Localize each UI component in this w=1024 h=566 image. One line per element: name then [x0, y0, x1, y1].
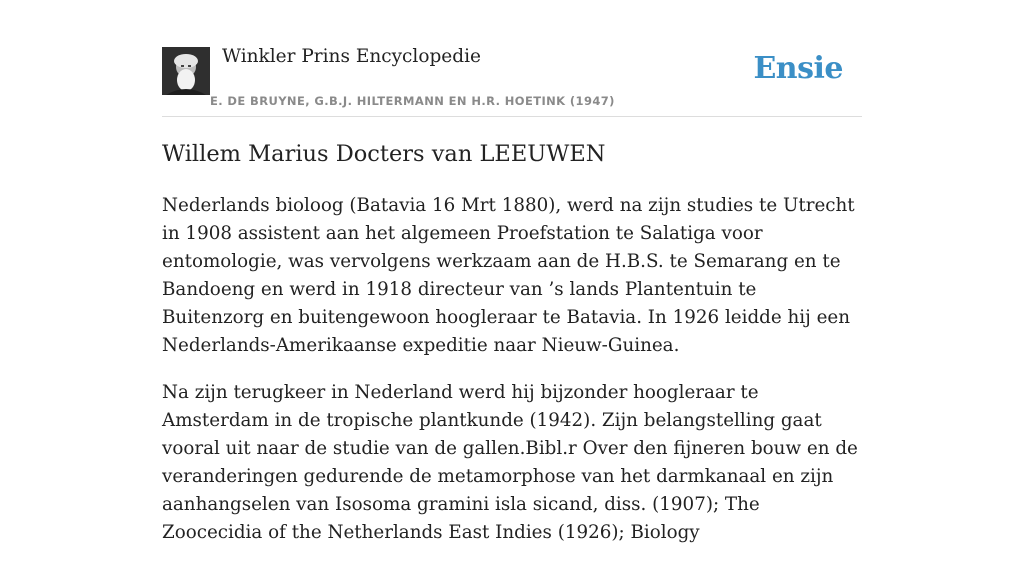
- article-page: [162, 0, 862, 543]
- entry-paragraph: Nederlands bioloog (Batavia 16 Mrt 1880), werd na zijn studies te Utrecht in 1908 assistent aan het algemeen Proefstation te Salatiga voor entomologie, was vervolgens werkzaam aan de H.B.S. te Semarang en te Bandoeng en werd in 1918 directeur van ’s lands Plantentuin te Buitenzorg en buitengewoon hoogleraar te Batavia. In 1926 leidde hij een Nederlands-Amerikaanse expeditie naar Nieuw-Guinea.: [162, 195, 855, 356]
- ensie-logo-link[interactable]: Ensie: [753, 51, 843, 86]
- entry-paragraph: Na zijn terugkeer in Nederland werd hij bijzonder hoogleraar te Amsterdam in de tropische plantkunde (1942). Zijn belangstelling gaat vooral uit naar de studie van de gallen.Bibl.r Over den fijneren bouw en de veranderingen gedurende de metamorphose van het darmkanaal en zijn aanhangselen van Isosoma gramini isla sicand, diss. (1907); The Zoocecidia of the Netherlands East Indies (1926); Biology: [162, 382, 858, 543]
- entry-title: Willem Marius Docters van LEEUWEN: [162, 141, 606, 167]
- authors-line: E. DE BRUYNE, G.B.J. HILTERMANN EN H.R. HOETINK (1947): [210, 94, 615, 108]
- author-portrait-icon[interactable]: [162, 47, 210, 95]
- encyclopedia-title-link[interactable]: Winkler Prins Encyclopedie: [222, 46, 481, 67]
- entry-body: [162, 192, 862, 566]
- header: [162, 0, 862, 117]
